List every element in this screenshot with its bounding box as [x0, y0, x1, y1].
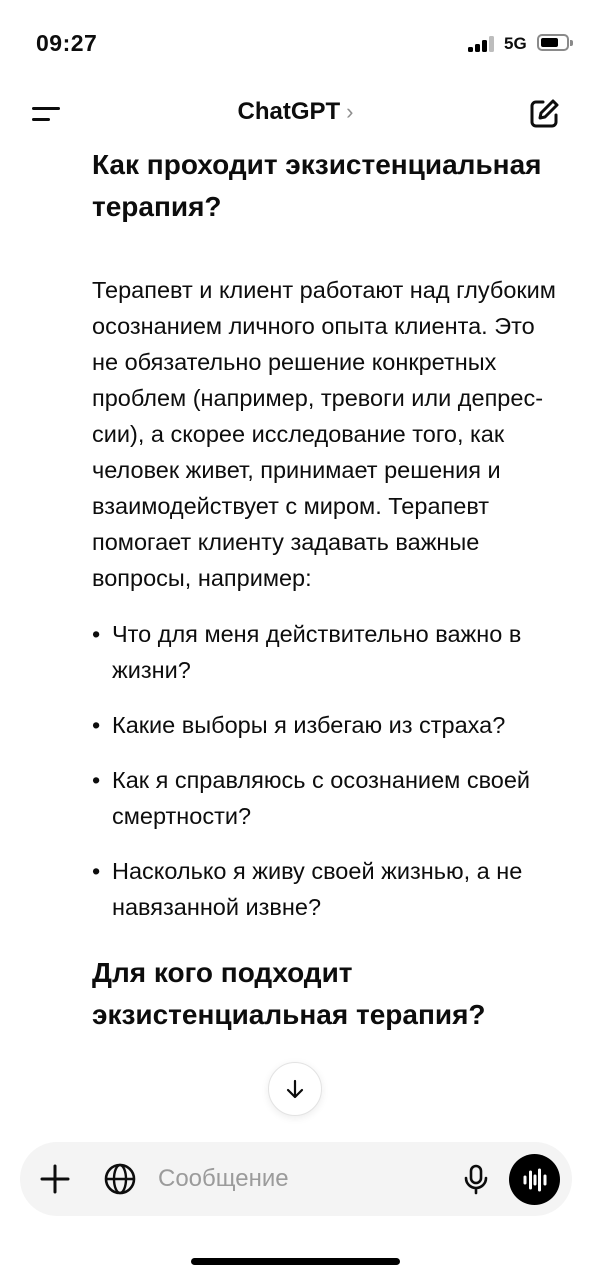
attach-button[interactable]: [38, 1162, 72, 1196]
app-title: ChatGPT: [237, 98, 341, 125]
list-item: • Как я справляюсь с осознанием своей смертности?: [92, 762, 562, 834]
status-time: 09:27: [36, 30, 98, 56]
status-bar: [0, 0, 591, 80]
battery-icon: [537, 34, 569, 51]
message-paragraph: Терапевт и клиент работают над глубоким осознанием личного опыта клиента. Это не обязательно решение конкретных проблем (например, тревоги или депрессии), а скорее исследование того, как человек живет, принимает решения и взаимодействует с миром. Терапевт помогает клиенту задавать важные вопросы, например:: [92, 277, 556, 591]
plus-icon: [38, 1162, 72, 1196]
globe-icon: [102, 1161, 138, 1197]
message-heading: Как проходит экзистенциальная терапия?: [92, 149, 542, 222]
app-header: [0, 86, 591, 142]
scroll-down-button[interactable]: [268, 1062, 322, 1116]
bullet-list: [92, 616, 562, 925]
list-item: • Что для меня действительно важно в жизни?: [92, 616, 562, 688]
new-chat-icon: [526, 96, 562, 132]
web-search-button[interactable]: [102, 1161, 138, 1197]
dictation-button[interactable]: [460, 1163, 492, 1195]
list-item: • Насколько я живу своей жизнью, а не навязанной извне?: [92, 853, 562, 925]
arrow-down-icon: [283, 1077, 307, 1101]
message-input[interactable]: [158, 1160, 448, 1198]
assistant-message: [92, 144, 562, 1130]
message-heading-2: Для кого подходит экзистенциальная терапия?: [92, 957, 486, 1030]
chevron-right-icon: ›: [346, 99, 354, 124]
new-chat-button[interactable]: [526, 96, 562, 132]
microphone-icon: [460, 1163, 492, 1195]
home-indicator: [191, 1258, 400, 1265]
voice-mode-button[interactable]: [509, 1154, 560, 1205]
voice-mode-icon: [521, 1166, 549, 1194]
signal-icon: [468, 36, 496, 52]
list-item: • Какие выборы я избегаю из страха?: [92, 707, 562, 743]
composer: [20, 1142, 572, 1216]
network-label: 5G: [504, 34, 527, 53]
model-selector[interactable]: [0, 98, 591, 126]
